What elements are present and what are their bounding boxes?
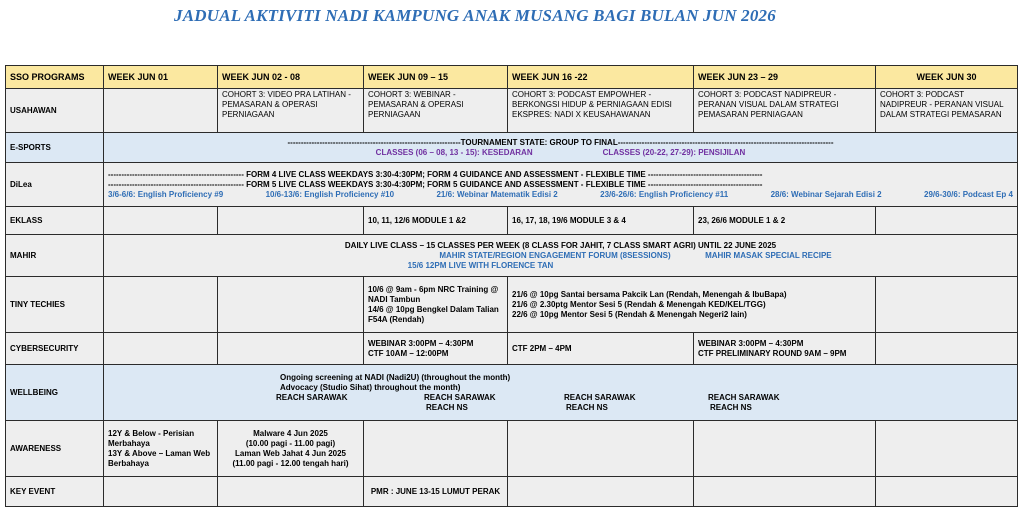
awareness-12y: 12Y & Below - Perisian Merbahaya: [108, 428, 195, 448]
awareness-13y: 13Y & Above – Laman Web Berbahaya: [108, 448, 211, 468]
tiny-nrc: 10/6 @ 9am - 6pm NRC Training @ NADI Tambun: [368, 284, 499, 304]
row-tiny-techies: [6, 277, 1018, 333]
esports-class-a: CLASSES (06 – 08, 13 - 15): KESEDARAN: [375, 147, 533, 157]
mahir-forum: MAHIR STATE/REGION ENGAGEMENT FORUM (8SESSIONS): [439, 250, 671, 260]
header-cell: SSO PROGRAMS: [6, 66, 104, 89]
cell-empty: [104, 333, 218, 365]
cyber-webinar: WEBINAR 3:00PM – 4:30PM: [368, 338, 474, 348]
cell-cyber-w3: [364, 333, 508, 365]
cell-empty: [876, 207, 1018, 235]
esports-class-b: CLASSES (20-22, 27-29): PENSIJILAN: [602, 147, 746, 157]
cell-empty: [364, 421, 508, 477]
wellbeing-reach-sarawak: REACH SARAWAK: [276, 392, 348, 402]
cell-empty: [104, 89, 218, 133]
cell-eklass-w4: 16, 17, 18, 19/6 MODULE 3 & 4: [508, 207, 694, 235]
cyber-webinar: WEBINAR 3:00PM – 4:30PM: [698, 338, 804, 348]
header-cell: WEEK JUN 30: [876, 66, 1018, 89]
cell-empty: [508, 421, 694, 477]
dilea-form5: --------------------------------------------------- FORM 5 LIVE CLASS WEEKDAYS 3:30-4:30PM; FORM 5 GUIDANCE AND ASSESSMENT - FLEXIBLE TIME -------------------------------------------: [108, 179, 763, 189]
dilea-item: 28/6: Webinar Sejarah Edisi 2: [770, 189, 882, 199]
cell-cyber-w5: [694, 333, 876, 365]
program-label: TINY TECHIES: [6, 277, 104, 333]
row-awareness: [6, 421, 1018, 477]
wellbeing-reach-ns: REACH NS: [426, 402, 468, 412]
wellbeing-reach-sarawak: REACH SARAWAK: [424, 392, 496, 402]
cell-usahawan-w4: COHORT 3: PODCAST EMPOWHER - BERKONGSI HIDUP & PERNIAGAAN EDISI EKSPRES: NADI X KEUSAHAWANAN: [508, 89, 694, 133]
wellbeing-reach-sarawak: REACH SARAWAK: [564, 392, 636, 402]
row-dilea: [6, 163, 1018, 207]
cell-empty: [694, 421, 876, 477]
cell-eklass-w3: 10, 11, 12/6 MODULE 1 &2: [364, 207, 508, 235]
mahir-masak: MAHIR MASAK SPECIAL RECIPE: [705, 250, 832, 260]
row-eklass: [6, 207, 1018, 235]
program-label: MAHIR: [6, 235, 104, 277]
program-label: E-SPORTS: [6, 133, 104, 163]
mahir-daily: DAILY LIVE CLASS – 15 CLASSES PER WEEK (8 CLASS FOR JAHIT, 7 CLASS SMART AGRI) UNTIL 22 JUNE 2025: [344, 240, 777, 250]
cell-empty: [876, 277, 1018, 333]
cell-usahawan-w2: COHORT 3: VIDEO PRA LATIHAN - PEMASARAN & OPERASI PERNIAGAAN: [218, 89, 364, 133]
row-wellbeing: [6, 365, 1018, 421]
tiny-santai: 21/6 @ 10pg Santai bersama Pakcik Lan (Rendah, Menengah & IbuBapa): [512, 289, 787, 299]
cell-empty: [104, 207, 218, 235]
cell-empty: [218, 277, 364, 333]
wellbeing-reach-ns: REACH NS: [566, 402, 608, 412]
mahir-live: 15/6 12PM LIVE WITH FLORENCE TAN: [407, 260, 554, 270]
row-cybersecurity: [6, 333, 1018, 365]
row-key-event: [6, 477, 1018, 507]
wellbeing-reach-ns: REACH NS: [710, 402, 752, 412]
dilea-item: 23/6-26/6: English Proficiency #11: [600, 189, 729, 199]
header-cell: WEEK JUN 09 – 15: [364, 66, 508, 89]
cell-empty: [218, 207, 364, 235]
schedule-table: [5, 65, 1018, 507]
dilea-item: 21/6: Webinar Matematik Edisi 2: [436, 189, 558, 199]
cell-usahawan-w5: COHORT 3: PODCAST NADIPREUR - PERANAN VISUAL DALAM STRATEGI PEMASARAN PERNIAGAAN: [694, 89, 876, 133]
row-esports: [6, 133, 1018, 163]
cell-usahawan-w6: COHORT 3: PODCAST NADIPREUR - PERANAN VISUAL DALAM STRATEGI PEMASARAN: [876, 89, 1018, 133]
header-cell: WEEK JUN 16 -22: [508, 66, 694, 89]
page-title: JADUAL AKTIVITI NADI KAMPUNG ANAK MUSANG BAGI BULAN JUN 2026: [174, 6, 776, 25]
program-label: CYBERSECURITY: [6, 333, 104, 365]
dilea-item: 10/6-13/6: English Proficiency #10: [265, 189, 395, 199]
cell-empty: [876, 477, 1018, 507]
wellbeing-reach-sarawak: REACH SARAWAK: [708, 392, 780, 402]
cell-wellbeing: [104, 365, 1018, 421]
cell-empty: [104, 277, 218, 333]
tiny-mentor-2: 22/6 @ 10pg Mentor Sesi 5 (Rendah & Menengah Negeri2 lain): [512, 309, 747, 319]
awareness-malware: Malware 4 Jun 2025: [253, 428, 328, 438]
cell-eklass-w5: 23, 26/6 MODULE 1 & 2: [694, 207, 876, 235]
cell-empty: [508, 477, 694, 507]
dilea-item: 3/6-6/6: English Proficiency #9: [108, 189, 224, 199]
cell-empty: [694, 477, 876, 507]
program-label: EKLASS: [6, 207, 104, 235]
tiny-mentor-1: 21/6 @ 2.30ptg Mentor Sesi 5 (Rendah & Menengah KED/KEL/TGG): [512, 299, 766, 309]
cell-empty: [876, 333, 1018, 365]
cell-esports: [104, 133, 1018, 163]
cell-mahir: [104, 235, 1018, 277]
awareness-laman-web: Laman Web Jahat 4 Jun 2025: [234, 448, 346, 458]
row-usahawan: [6, 89, 1018, 133]
cell-tiny-w3: [364, 277, 508, 333]
cell-dilea: [104, 163, 1018, 207]
cell-tiny-w4: [508, 277, 876, 333]
header-cell: WEEK JUN 02 - 08: [218, 66, 364, 89]
program-label: WELLBEING: [6, 365, 104, 421]
header-cell: WEEK JUN 01: [104, 66, 218, 89]
esports-tournament: -----------------------------------------------------------------TOURNAMENT STATE: GROUP TO FINAL---------------------------------------------------------------------------------: [287, 137, 834, 147]
cell-awareness-w2: [218, 421, 364, 477]
wellbeing-screening: Ongoing screening at NADI (Nadi2U) (throughout the month): [280, 372, 511, 382]
cell-empty: [104, 477, 218, 507]
cell-empty: [218, 477, 364, 507]
awareness-malware-time: (10.00 pagi - 11.00 pagi): [245, 438, 336, 448]
header-row: [6, 66, 1018, 89]
cell-empty: [218, 333, 364, 365]
cell-usahawan-w3: COHORT 3: WEBINAR - PEMASARAN & OPERASI PERNIAGAAN: [364, 89, 508, 133]
program-label: USAHAWAN: [6, 89, 104, 133]
program-label: DiLea: [6, 163, 104, 207]
dilea-item: 29/6-30/6: Podcast Ep 4: [924, 189, 1013, 199]
cyber-ctf-prelim: CTF PRELIMINARY ROUND 9AM – 9PM: [698, 348, 847, 358]
row-mahir: [6, 235, 1018, 277]
cell-awareness-w1: [104, 421, 218, 477]
wellbeing-advocacy: Advocacy (Studio Sihat) throughout the month): [280, 382, 461, 392]
program-label: AWARENESS: [6, 421, 104, 477]
dilea-form4: --------------------------------------------------- FORM 4 LIVE CLASS WEEKDAYS 3:30-4:30PM; FORM 4 GUIDANCE AND ASSESSMENT - FLEXIBLE TIME -------------------------------------------: [108, 169, 763, 179]
awareness-laman-web-time: (11.00 pagi - 12.00 tengah hari): [232, 458, 349, 468]
header-cell: WEEK JUN 23 – 29: [694, 66, 876, 89]
program-label: KEY EVENT: [6, 477, 104, 507]
cyber-ctf: CTF 10AM – 12:00PM: [368, 348, 449, 358]
cell-empty: [876, 421, 1018, 477]
tiny-bengkel: 14/6 @ 10pg Bengkel Dalam Talian F54A (Rendah): [368, 304, 499, 324]
cell-key-event-w3: PMR : JUNE 13-15 LUMUT PERAK: [364, 477, 508, 507]
cell-cyber-w4: CTF 2PM – 4PM: [508, 333, 694, 365]
